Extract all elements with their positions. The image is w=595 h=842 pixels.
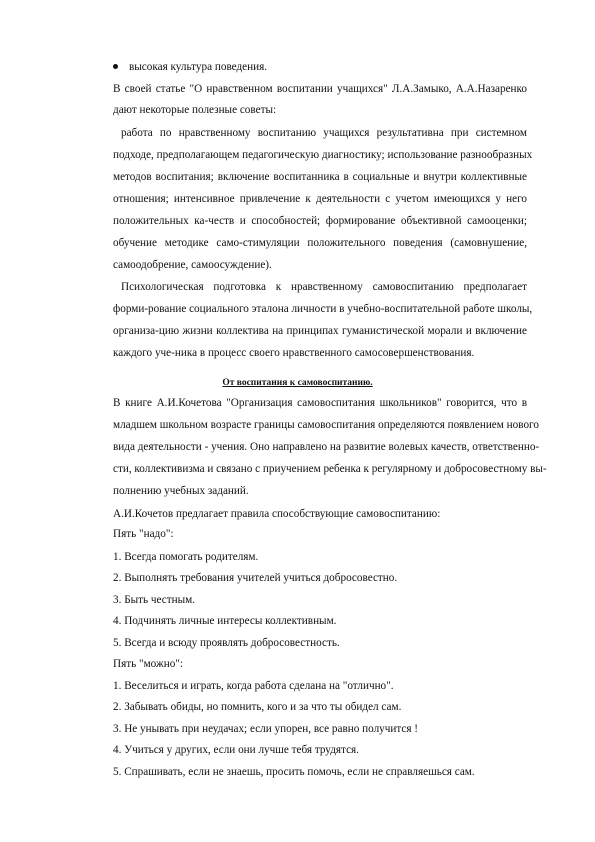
must-list-title: Пять "надо": — [113, 528, 174, 540]
paragraph-line: каждого уче-ника в процесс своего нравственного самосовершенствования. — [113, 347, 475, 359]
paragraph-line: форми-рование социального эталона личности в учебно-воспитательной работе школы, — [113, 303, 533, 315]
paragraph-line: В своей статье "О нравственном воспитании учащихся" Л.А.Замыко, А.А.Назаренко — [113, 83, 527, 95]
list-item: 2. Выполнять требования учителей учиться добросовестно. — [113, 572, 398, 584]
bullet-icon — [113, 64, 118, 69]
paragraph-line: полнению учебных заданий. — [113, 485, 249, 497]
paragraph-line: подходе, предполагающем педагогическую диагностику; использование разнообразных — [113, 149, 533, 161]
paragraph-line: сти, коллективизма и связано с приучением ребенка к регулярному и добросовестному вы- — [113, 463, 547, 475]
paragraph-line: положительных ка-честв и способностей; формирование объективной самооценки; — [113, 215, 527, 227]
paragraph-line: методов воспитания; включение воспитанника в социальные и внутри коллективные — [113, 171, 527, 183]
list-item: 5. Всегда и всюду проявлять добросовестность. — [113, 637, 340, 649]
list-item: 5. Спрашивать, если не знаешь, просить помочь, если не справляешься сам. — [113, 766, 475, 778]
list-item: 4. Учиться у других, если они лучше тебя трудятся. — [113, 744, 359, 756]
list-item: 3. Не унывать при неудачах; если упорен, все равно получится ! — [113, 723, 419, 735]
paragraph-line: Психологическая подготовка к нравственному самовоспитанию предполагает — [121, 281, 527, 293]
paragraph-line: работа по нравственному воспитанию учащихся результативна при системном — [121, 127, 527, 139]
list-item: 1. Веселиться и играть, когда работа сделана на "отлично". — [113, 680, 394, 692]
bullet-text: высокая культура поведения. — [129, 61, 268, 73]
paragraph-line: вида деятельности - учения. Оно направлено на развитие волевых качеств, ответственно- — [113, 441, 540, 453]
list-item: 4. Подчинять личные интересы коллективным. — [113, 615, 337, 627]
paragraph-line: самоодобрение, самоосуждение). — [113, 259, 272, 271]
paragraph-line: В книге А.И.Кочетова "Организация самовоспитания школьников" говорится, что в — [113, 397, 527, 409]
section-heading: От воспитания к самовоспитанию. — [222, 378, 373, 388]
paragraph-line: обучение методике само-стимуляции положительного поведения (самовнушение, — [113, 237, 527, 249]
may-list-title: Пять "можно": — [113, 658, 183, 670]
paragraph-line: отношения; интенсивное привлечение к деятельности с учетом имеющихся у него — [113, 193, 527, 205]
list-item: 1. Всегда помогать родителям. — [113, 551, 259, 563]
list-item: 3. Быть честным. — [113, 594, 196, 606]
list-item: 2. Забывать обиды, но помнить, кого и за что ты обидел сам. — [113, 701, 402, 713]
paragraph-line: организа-цию жизни коллектива на принципах гуманистической морали и включение — [113, 325, 527, 337]
paragraph-line: дают некоторые полезные советы: — [113, 104, 277, 116]
paragraph-line: младшем школьном возрасте границы самовоспитания определяются появлением нового — [113, 419, 539, 431]
rules-intro: А.И.Кочетов предлагает правила способствующие самовоспитанию: — [113, 508, 441, 520]
